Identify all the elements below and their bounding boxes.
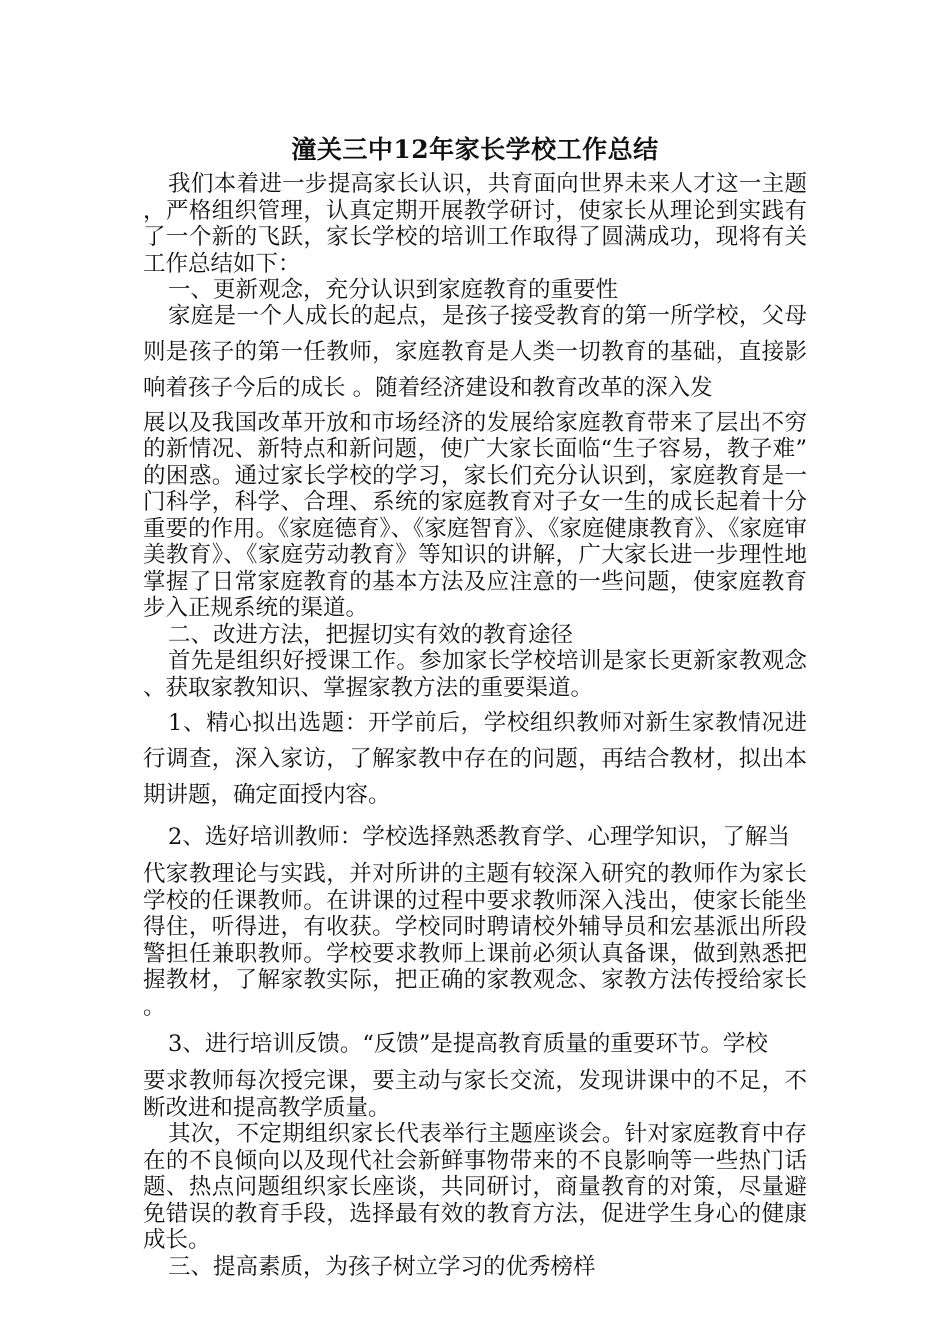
- section-2-item-2b: 代家教理论与实践，并对所讲的主题有较深入研究的教师作为家长学校的任课教师。在讲课的过程中要求教师深入浅出，使家长能坐得住，听得进，有收获。学校同时聘请校外辅导员和宏基派出所段警担任兼职教师。学校要求教师上课前必须认真备课，做到熟悉把握教材，了解家教实际，把正确的家教观念、家教方法传授给家长。: [143, 861, 807, 1020]
- section-1-paragraph-b: 展以及我国改革开放和市场经济的发展给家庭教育带来了层出不穷的新情况、新特点和新问题，使广大家长面临“生子容易，教子难”的困惑。通过家长学校的学习，家长们充分认识到，家庭教育是一门科学，科学、合理、系统的家庭教育对子女一生的成长起着十分重要的作用。《家庭德育》、《家庭智育》、《家庭健康教育》、《家庭审美教育》、《家庭劳动教育》等知识的讲解，广大家长进一步理性地掌握了日常家庭教育的基本方法及应注意的一些问题，使家庭教育步入正规系统的渠道。: [143, 409, 807, 621]
- section-2-item-1: 1、精心拟出选题：开学前后，学校组织教师对新生家教情况进行调查，深入家访，了解家教中存在的问题，再结合教材，拟出本期讲题，确定面授内容。: [143, 710, 807, 808]
- document-title: 潼关三中12年家长学校工作总结: [291, 135, 659, 164]
- document-page: [143, 133, 807, 1280]
- section-1-heading: 一、更新观念，充分认识到家庭教育的重要性: [168, 277, 619, 303]
- section-2-item-2a: 2、选好培训教师：学校选择熟悉教育学、心理学知识，了解当: [168, 824, 790, 850]
- intro-paragraph: 我们本着进一步提高家长认识，共育面向世界未来人才这一主题，严格组织管理，认真定期开展教学研讨，使家长从理论到实践有了一个新的飞跃，家长学校的培训工作取得了圆满成功，现将有关工作总结如下：: [143, 171, 807, 277]
- section-3-heading: 三、提高素质，为孩子树立学习的优秀榜样: [168, 1253, 596, 1280]
- section-2-heading: 二、改进方法，把握切实有效的教育途径: [168, 621, 574, 648]
- section-2-second-paragraph: 其次，不定期组织家长代表举行主题座谈会。针对家庭教育中存在的不良倾向以及现代社会新鲜事物带来的不良影响等一些热门话题、热点问题组织家长座谈，共同研讨，商量教育的对策，尽量避免错误的教育手段，选择最有效的教育方法，促进学生身心的健康成长。: [143, 1121, 807, 1253]
- section-2-first-paragraph: 首先是组织好授课工作。参加家长学校培训是家长更新家教观念、获取家教知识、掌握家教方法的重要渠道。: [143, 648, 807, 701]
- section-2-item-3a: 3、进行培训反馈。“反馈”是提高教育质量的重要环节。学校: [168, 1031, 768, 1057]
- section-1-paragraph-a: 家庭是一个人成长的起点，是孩子接受教育的第一所学校，父母则是孩子的第一任教师，家庭教育是人类一切教育的基础，直接影响着孩子今后的成长 。随着经济建设和教育改革的深入发: [143, 302, 807, 401]
- section-2-item-3b: 要求教师每次授完课，要主动与家长交流，发现讲课中的不足，不断改进和提高教学质量。: [143, 1068, 807, 1121]
